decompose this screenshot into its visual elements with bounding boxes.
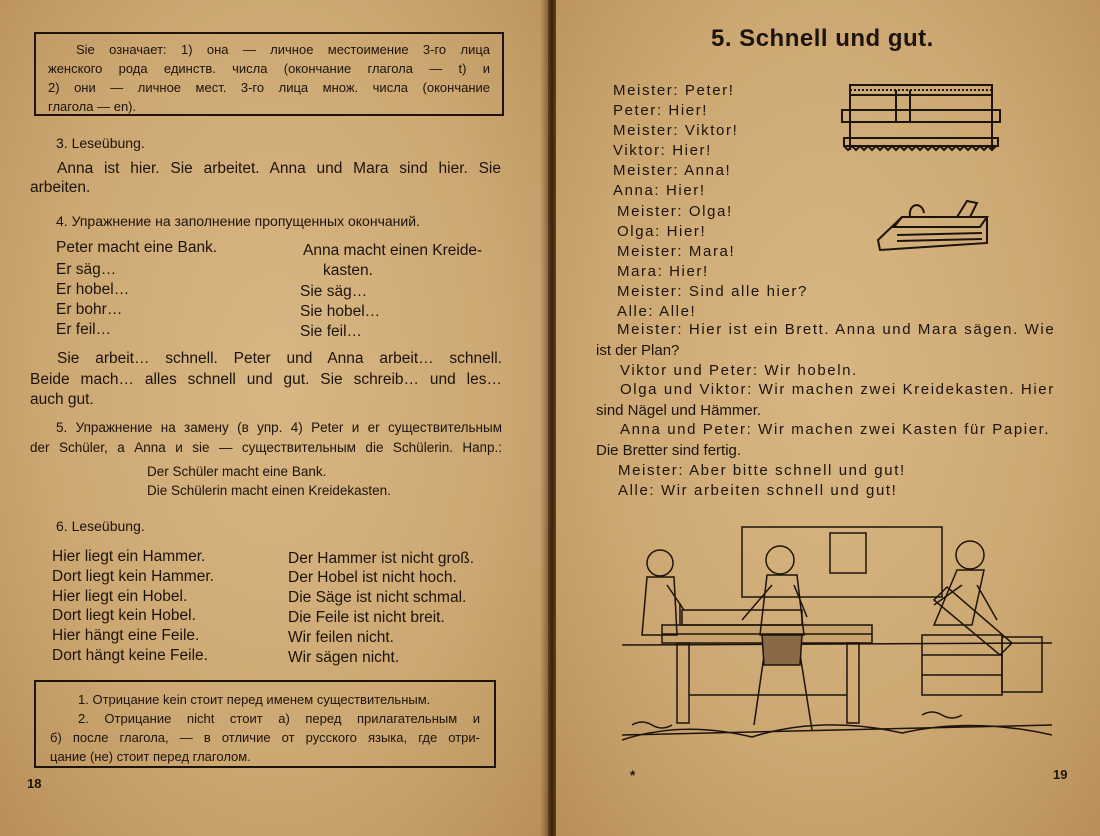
exercise-4-heading: 4. Упражнение на заполнение пропущенных окончаний. — [56, 213, 420, 229]
note-line: 2) они — личное мест. 3-го лица множ. числа (окончание — [48, 80, 490, 95]
exercise-4-col1-line: Er hobel… — [56, 281, 130, 298]
exercise-6-col2-line: Der Hammer ist nicht groß. — [288, 550, 475, 567]
grammar-note-box-negation — [34, 680, 496, 768]
exercise-6-col1-line: Dort hängt keine Feile. — [52, 647, 208, 664]
dialogue-line: Olga und Viktor: Wir machen zwei Kreidekasten. Hier — [620, 381, 1055, 398]
exercise-6-heading: 6. Leseübung. — [56, 518, 145, 534]
exercise-6-col2-line: Der Hobel ist nicht hoch. — [288, 569, 457, 586]
exercise-4-paragraph-line: auch gut. — [30, 391, 94, 408]
note-line: женского рода единств. числа (окончание глагола — t) и — [48, 61, 490, 76]
saw-illustration — [836, 80, 1006, 160]
exercise-3-heading: 3. Leseübung. — [56, 135, 145, 151]
exercise-6-col1-line: Dort liegt kein Hobel. — [52, 607, 196, 624]
exercise-6-col2-line: Die Säge ist nicht schmal. — [288, 589, 467, 606]
left-page — [0, 0, 548, 836]
exercise-4-col1-line: Er bohr… — [56, 301, 123, 318]
note-line: 1. Отрицание kein стоит перед именем существительным. — [78, 692, 431, 707]
exercise-4-col2-line: Sie säg… — [300, 283, 368, 300]
note-line: 2. Отрицание nicht стоит а) перед прилагательным и — [78, 711, 480, 726]
exercise-6-col2-line: Wir sägen nicht. — [288, 649, 400, 666]
dialogue-line: Meister: Peter! — [613, 82, 735, 99]
exercise-6-col1-line: Hier liegt ein Hobel. — [52, 588, 188, 605]
exercise-5-line: 5. Упражнение на замену (в упр. 4) Peter и er существительным — [56, 420, 502, 435]
note-line: б) после глагола, — в отличие от русского языка, где отри- — [50, 730, 480, 745]
exercise-4-col2-line: Anna macht einen Kreide- — [303, 242, 483, 259]
right-page — [556, 0, 1100, 836]
dialogue-line: Meister: Aber bitte schnell und gut! — [618, 462, 906, 479]
dialogue-line: Meister: Olga! — [617, 203, 733, 220]
dialogue-line: Meister: Sind alle hier? — [617, 283, 808, 300]
page-number-left: 18 — [27, 776, 42, 791]
lesson-title: 5. Schnell und gut. — [711, 25, 934, 52]
dialogue-line: ist der Plan? — [596, 342, 680, 359]
dialogue-line: Meister: Hier ist ein Brett. Anna und Mara sägen. Wie — [617, 321, 1056, 338]
dialogue-line: Anna: Hier! — [613, 182, 706, 199]
exercise-4-col1-line: Er säg… — [56, 261, 117, 278]
plane-illustration — [872, 195, 997, 260]
footnote-asterisk: * — [630, 768, 636, 783]
note-line: глагола — en). — [48, 99, 137, 114]
note-line: цание (не) стоит перед глаголом. — [50, 749, 251, 764]
dialogue-line: Die Bretter sind fertig. — [596, 442, 742, 459]
exercise-4-col2-line: Sie feil… — [300, 323, 363, 340]
exercise-6-col1-line: Hier hängt eine Feile. — [52, 627, 200, 644]
dialogue-line: Alle: Wir arbeiten schnell und gut! — [618, 482, 898, 499]
dialogue-line: Mara: Hier! — [617, 263, 709, 280]
grammar-note-box-sie — [34, 32, 504, 116]
exercise-5-line: der Schüler, а Anna и sie — существительным die Schülerin. Напр.: — [30, 440, 502, 455]
exercise-5-example: Die Schülerin macht einen Kreidekasten. — [147, 483, 391, 498]
dialogue-line: Viktor und Peter: Wir hobeln. — [620, 362, 858, 379]
workshop-illustration — [622, 525, 1052, 750]
dialogue-line: Meister: Viktor! — [613, 122, 739, 139]
exercise-6-col1-line: Hier liegt ein Hammer. — [52, 548, 206, 565]
dialogue-line: Meister: Mara! — [617, 243, 736, 260]
exercise-6-col2-line: Wir feilen nicht. — [288, 629, 394, 646]
page-number-right: 19 — [1053, 767, 1068, 782]
exercise-3-line: arbeiten. — [30, 179, 91, 196]
exercise-4-paragraph-line: Sie arbeit… schnell. Peter und Anna arbeit… schnell. — [57, 350, 502, 367]
exercise-4-col2-line: kasten. — [323, 262, 373, 279]
dialogue-line: sind Nägel und Hämmer. — [596, 402, 762, 419]
exercise-5-example: Der Schüler macht eine Bank. — [147, 464, 327, 479]
dialogue-line: Viktor: Hier! — [613, 142, 712, 159]
exercise-3-line: Anna ist hier. Sie arbeitet. Anna und Mara sind hier. Sie — [57, 160, 501, 177]
dialogue-line: Peter: Hier! — [613, 102, 709, 119]
dialogue-line: Meister: Anna! — [613, 162, 732, 179]
exercise-4-col2-line: Sie hobel… — [300, 303, 381, 320]
exercise-6-col2-line: Die Feile ist nicht breit. — [288, 609, 445, 626]
exercise-4-col1-line: Er feil… — [56, 321, 112, 338]
dialogue-line: Alle: Alle! — [617, 303, 697, 320]
exercise-4-paragraph-line: Beide mach… alles schnell und gut. Sie schreib… und les… — [30, 371, 502, 388]
dialogue-line: Olga: Hier! — [617, 223, 707, 240]
exercise-6-col1-line: Dort liegt kein Hammer. — [52, 568, 214, 585]
dialogue-line: Anna und Peter: Wir machen zwei Kasten für Papier. — [620, 421, 1051, 438]
note-line: Sie означает: 1) она — личное местоимение 3-го лица — [76, 42, 490, 57]
exercise-4-col1-line: Peter macht eine Bank. — [56, 239, 218, 256]
